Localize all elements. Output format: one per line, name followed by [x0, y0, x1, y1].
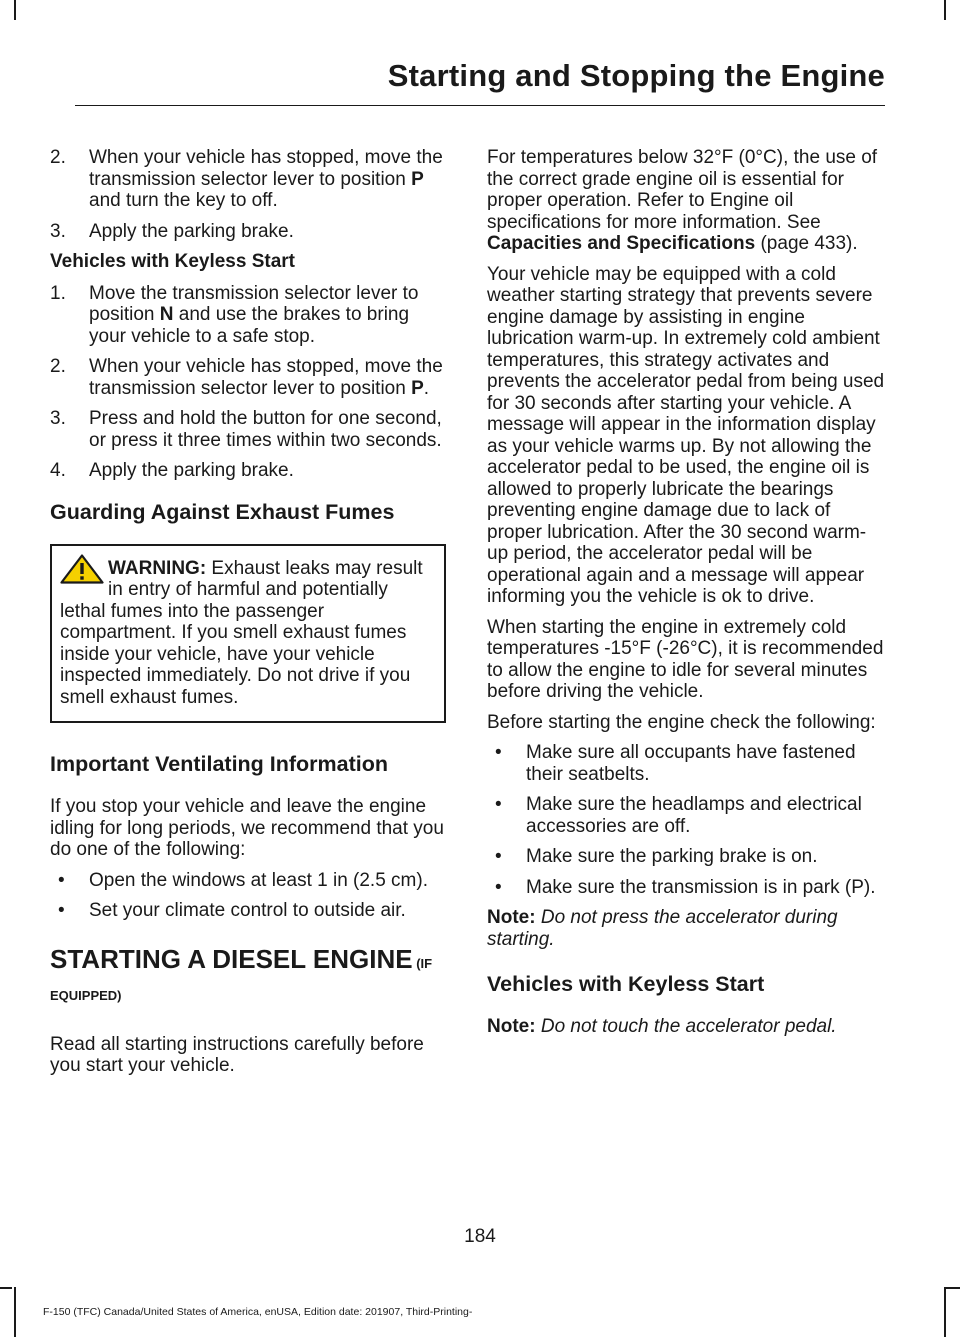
list-item	[487, 794, 887, 837]
warning-box	[50, 544, 446, 724]
crop-mark-top-left	[14, 0, 16, 20]
list-item	[487, 742, 887, 785]
header-rule	[75, 105, 885, 106]
pre-start-check-intro: Before starting the engine check the following:	[487, 711, 876, 733]
step-number: 3.	[50, 408, 66, 429]
list-item	[50, 870, 446, 892]
keyless-start-heading: Vehicles with Keyless Start	[50, 251, 296, 272]
crop-mark-top-right	[944, 0, 946, 20]
cold-weather-strategy-paragraph: Your vehicle may be equipped with a cold weather starting strategy that prevents severe engine damage by assisting in engine lubrication warm-up. In extremely cold ambient temperatures, this strategy activates and prevents the accelerator pedal from being used for 30 seconds after starting your vehicle. A message will appear in the information display as your vehicle warms up. By not allowing the accelerator pedal to be used, the engine oil is allowed to properly lubricate the bearings preventing engine damage due to lack of proper lubrication. After the 30 second warm-up period, the accelerator pedal will be operational again and a message will appear informing you the vehicle is ok to drive.	[487, 263, 885, 607]
left-column	[50, 147, 446, 1086]
page-number: 184	[464, 1226, 496, 1247]
note-text: Do not press the accelerator during starting.	[487, 907, 838, 950]
diesel-heading-continued: EQUIPPED)	[50, 987, 122, 1003]
bullet-icon: •	[495, 876, 502, 898]
list-item	[50, 900, 446, 922]
text-run: Make sure the headlamps and electrical accessories are off.	[526, 794, 862, 837]
edition-footer: F-150 (TFC) Canada/United States of America, enUSA, Edition date: 201907, Third-Printing-	[43, 1306, 473, 1318]
bold-text: Capacities and Specifications	[487, 233, 756, 254]
list-item	[50, 408, 446, 451]
bullet-icon: •	[58, 869, 65, 891]
bullet-icon: •	[495, 794, 502, 815]
step-number: 2.	[50, 356, 66, 377]
list-item	[487, 846, 887, 868]
diesel-intro: Read all starting instructions carefully before you start your vehicle.	[50, 1033, 424, 1076]
bullet-icon: •	[495, 846, 502, 867]
text-run: Move the transmission selector lever to position	[89, 282, 419, 325]
ventilating-intro: If you stop your vehicle and leave the engine idling for long periods, we recommend that you do one of the following:	[50, 796, 444, 860]
text-run: Press and hold the button for one second, or press it three times within two seconds.	[89, 408, 442, 451]
bold-text: N	[159, 304, 174, 325]
shutdown-steps	[50, 147, 446, 242]
pre-start-checklist	[487, 742, 887, 898]
text-run: When your vehicle has stopped, move the transmission selector lever to position	[89, 356, 443, 399]
ventilating-bullets	[50, 870, 446, 922]
step-number: 2.	[50, 147, 66, 168]
diesel-heading-main: STARTING A DIESEL ENGINE	[50, 943, 413, 974]
step-number: 4.	[50, 460, 66, 481]
warning-text: Exhaust leaks may result in entry of harmful and potentially lethal fumes into the passenger compartment. If you smell exhaust fumes inside your vehicle, have your vehicle inspected immediately. Do not drive if you smell exhaust fumes.	[60, 557, 423, 708]
note-label: Note:	[487, 907, 536, 928]
bullet-icon: •	[495, 742, 502, 763]
text-run: Make sure the transmission is in park (P).	[526, 876, 876, 898]
warning-label: WARNING:	[108, 557, 207, 579]
note-label: Note:	[487, 1016, 536, 1037]
text-run: For temperatures below 32°F (0°C), the use of the correct grade engine oil is essential for proper operation. Refer to Engine oil specifications for more information. See	[487, 147, 878, 233]
note-accelerator-pedal	[487, 1016, 887, 1038]
text-run: Open the windows at least 1 in (2.5 cm).	[89, 869, 428, 891]
text-run: .	[423, 377, 430, 399]
text-run: Make sure all occupants have fastened their seatbelts.	[526, 742, 856, 785]
list-item	[50, 356, 446, 399]
crop-mark-bottom-left	[0, 1287, 12, 1289]
list-item	[50, 460, 446, 482]
diesel-heading-suffix: (IF	[412, 955, 433, 971]
list-item	[50, 147, 446, 212]
text-run: Make sure the parking brake is on.	[526, 846, 818, 867]
crop-mark-bottom-right	[946, 1287, 960, 1289]
right-keyless-start-heading: Vehicles with Keyless Start	[487, 972, 765, 996]
ventilating-heading: Important Ventilating Information	[50, 752, 389, 776]
note-accelerator-starting	[487, 907, 887, 950]
extreme-cold-paragraph: When starting the engine in extremely cold temperatures -15°F (-26°C), it is recommended to allow the engine to idle for several minutes before driving the vehicle.	[487, 616, 884, 702]
list-item	[487, 877, 887, 899]
page-title: Starting and Stopping the Engine	[387, 58, 885, 93]
bold-text: P	[411, 377, 424, 399]
bold-text: P	[411, 168, 424, 190]
text-run: Set your climate control to outside air.	[89, 900, 406, 921]
keyless-steps	[50, 283, 446, 482]
list-item	[50, 221, 446, 243]
text-run: When your vehicle has stopped, move the transmission selector lever to position	[89, 147, 443, 190]
oil-grade-paragraph	[487, 147, 887, 255]
step-number: 3.	[50, 220, 66, 242]
note-text: Do not touch the accelerator pedal.	[535, 1016, 837, 1037]
bullet-icon: •	[58, 900, 65, 921]
exhaust-fumes-heading: Guarding Against Exhaust Fumes	[50, 499, 395, 524]
right-column	[487, 147, 887, 1047]
text-run: and turn the key to off.	[89, 190, 278, 211]
crop-mark-bottom-left-v	[14, 1287, 16, 1337]
diesel-engine-heading	[50, 944, 446, 979]
list-item	[50, 283, 446, 348]
text-run: (page 433).	[755, 233, 858, 254]
text-run: and use the brakes to bring your vehicle to a safe stop.	[89, 304, 410, 347]
text-run: Apply the parking brake.	[89, 460, 294, 481]
step-number: 1.	[50, 282, 66, 304]
text-run: Apply the parking brake.	[89, 220, 294, 242]
warning-triangle-icon	[60, 554, 104, 584]
crop-mark-bottom-right-v	[944, 1287, 946, 1337]
